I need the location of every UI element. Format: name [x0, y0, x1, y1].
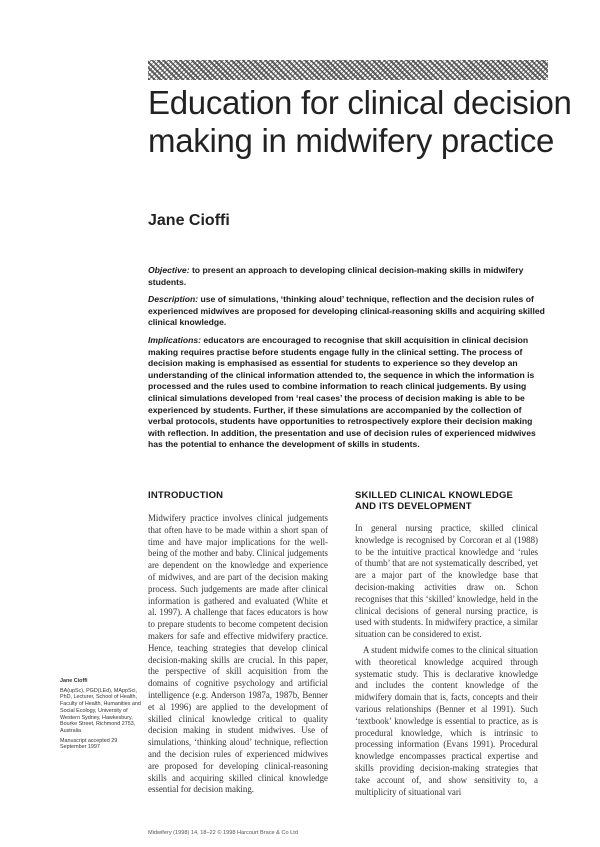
abstract-objective: [148, 265, 548, 288]
article-title: Education for clinical decision making in midwifery practice: [148, 84, 572, 159]
abstract-description: [148, 294, 548, 329]
skilled-knowledge-heading: SKILLED CLINICAL KNOWLEDGE AND ITS DEVELOPMENT: [355, 490, 514, 512]
abstract-label: Implications:: [148, 334, 202, 345]
abstract-label: Objective:: [148, 265, 190, 275]
sidebar-details: BA(upSc), PGD(LEd), MAppSci, PhD, Lecturer, School of Health, Faculty of Health, Humanities and Social Ecology, University of Western Sydney, Hawkesbury, Bourke Street, Richmond 2753, Australia: [60, 687, 141, 734]
introduction-column: [148, 513, 328, 796]
introduction-heading: INTRODUCTION: [148, 490, 224, 501]
abstract-text: educators are encouraged to recognise that skill acquisition in clinical decision making requires practise before students engage fully in the clinical setting. The process of decision making is emphasised as essential for students to experience so they develop an understanding of the clinical information attended to, the sequence in which the information is processed and the rules used to combine information to reach clinical judgements. By using clinical simulations developed from ‘real cases’ the process of decision making is able to be experienced by students. Further, if these simulations are accompanied by the collection of verbal protocols, students have opportunities to retrospectively explore their decision making with reflection. In addition, the presentation and use of decision rules of experienced midwives has the potential to enhance the development of skills in students.: [148, 334, 536, 450]
body-paragraph: In general nursing practice, skilled clinical knowledge is recognised by Corcoran et al (1988) to be the intuitive practical knowledge and ‘rules of thumb’ that are not systematically described, yet are a major part of the knowledge base that decision-making activities draw on. Schon recognises that this ‘skilled’ knowledge, held in the clinical decisions of general nursing practice, is used with students. In midwifery practice, a similar situation can be considered to exist.: [355, 523, 538, 640]
skilled-knowledge-column: [355, 523, 538, 798]
abstract-text: use of simulations, ‘thinking aloud’ technique, reflection and the decision rules of experienced midwives are proposed for developing clinical-reasoning skills and acquiring skilled clinical knowledge.: [148, 294, 545, 328]
body-paragraph: Midwifery practice involves clinical judgements that often have to be made within a short span of time and have major implications for the well-being of the mother and baby. Clinical judgements are dependent on the knowledge and experience of midwives, and are part of the decision making process. Such judgements are made after clinical information is gathered and evaluated (White et al. 1997). A challenge that faces educators is how to prepare students to become competent decision makers for safe and effective midwifery practice. Hence, teaching strategies that develop clinical decision-making skills are crucial. In this paper, the perspective of skill acquisition from the domains of cognitive psychology and artificial intelligence (e.g. Anderson 1987a, 1987b, Benner et al 1996) are applied to the development of skilled clinical knowledge critical to quality decision making in student midwives. Use of simulations, ‘thinking aloud’ technique, reflection and the decision rules of experienced midwives are proposed for developing clinical-reasoning skills and acquiring skilled clinical knowledge essential for decision making.: [148, 513, 328, 795]
header-banner: [148, 60, 548, 80]
abstract-implications: [148, 335, 548, 451]
abstract-label: Description:: [148, 294, 199, 305]
sidebar-author-name: Jane Cioffi: [60, 678, 88, 684]
journal-footer: Midwifery (1998) 14, 18–22 © 1998 Harcourt Brace & Co Ltd: [148, 830, 298, 836]
abstract: [148, 265, 548, 457]
author-affiliation: [60, 678, 142, 754]
abstract-text: to present an approach to developing clinical decision-making skills in midwifery students.: [148, 265, 524, 287]
author-name: Jane Cioffi: [148, 212, 230, 229]
sidebar-received: Manuscript accepted 29 September 1997: [60, 737, 118, 751]
body-paragraph: A student midwife comes to the clinical situation with theoretical knowledge acquired through systematic study. This is declarative knowledge and includes the content knowledge of the midwifery domain that is, facts, concepts and their various relationships (Benner et al 1991). Such ‘textbook’ knowledge is essential to practice, as is procedural knowledge, which is intrinsic to processing information (Evans 1991). Procedural knowledge encompasses practical expertise and skills providing decision-making strategies that take account of, and show sensitivity to, a multiplicity of situational vari: [355, 644, 538, 797]
